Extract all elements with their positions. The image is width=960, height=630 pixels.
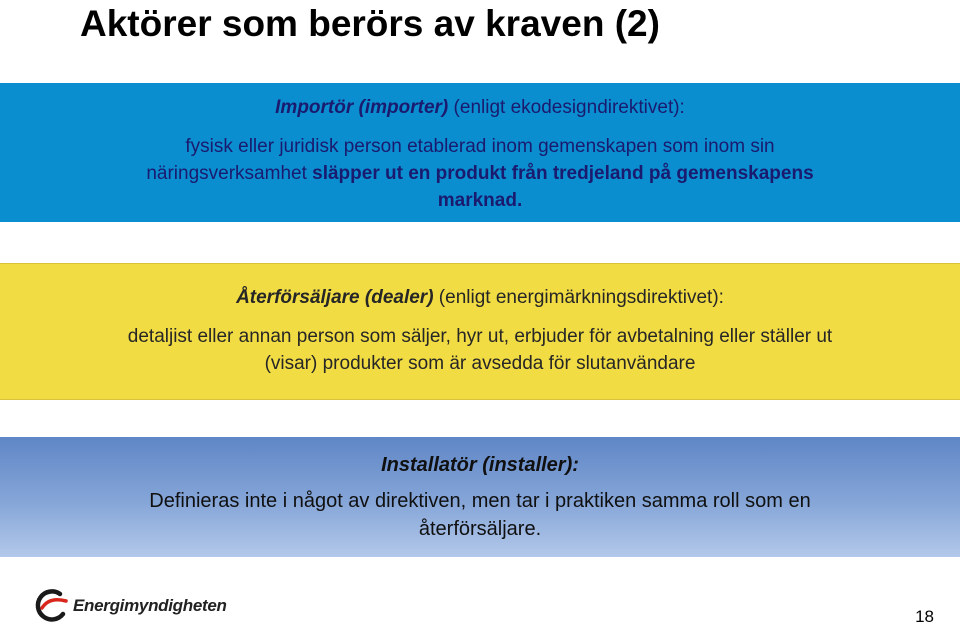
energimyndigheten-logo-icon [33, 588, 69, 624]
installer-line-1: Definieras inte i något av direktiven, men tar i praktiken samma roll som en [149, 490, 811, 512]
dealer-term: Återförsäljare (dealer) [236, 287, 434, 308]
logo-text: Energimyndigheten [73, 596, 227, 615]
importer-source: (enligt ekodesigndirektivet): [448, 97, 685, 118]
dealer-heading [0, 285, 960, 311]
importer-term: Importör (importer) [275, 97, 449, 118]
importer-line-3: marknad. [437, 190, 523, 211]
importer-line-2-bold: släpper ut en produkt från tredjeland på gemenskapens [312, 163, 814, 184]
installer-definition-box [0, 437, 960, 557]
dealer-line-1: detaljist eller annan person som säljer, hyr ut, erbjuder för avbetalning eller ställer ut [127, 326, 833, 347]
importer-definition-box [0, 83, 960, 222]
importer-line-2-plain: näringsverksamhet [146, 163, 313, 184]
importer-heading [0, 95, 960, 121]
installer-term: Installatör (installer): [381, 454, 579, 476]
slide-title: Aktörer som berörs av kraven (2) [80, 3, 660, 44]
importer-line-1: fysisk eller juridisk person etablerad inom gemenskapen som inom sin [185, 136, 775, 157]
energimyndigheten-logo [33, 586, 233, 626]
importer-definition [0, 133, 960, 214]
installer-line-2: återförsäljare. [418, 518, 542, 540]
installer-heading [0, 452, 960, 478]
dealer-definition [0, 323, 960, 377]
page-number: 18 [915, 607, 934, 626]
installer-definition [0, 487, 960, 543]
importer-line-2 [0, 160, 960, 187]
dealer-source: (enligt energimärkningsdirektivet): [433, 287, 724, 308]
dealer-line-2: (visar) produkter som är avsedda för slutanvändare [264, 353, 696, 374]
dealer-definition-box [0, 263, 960, 400]
